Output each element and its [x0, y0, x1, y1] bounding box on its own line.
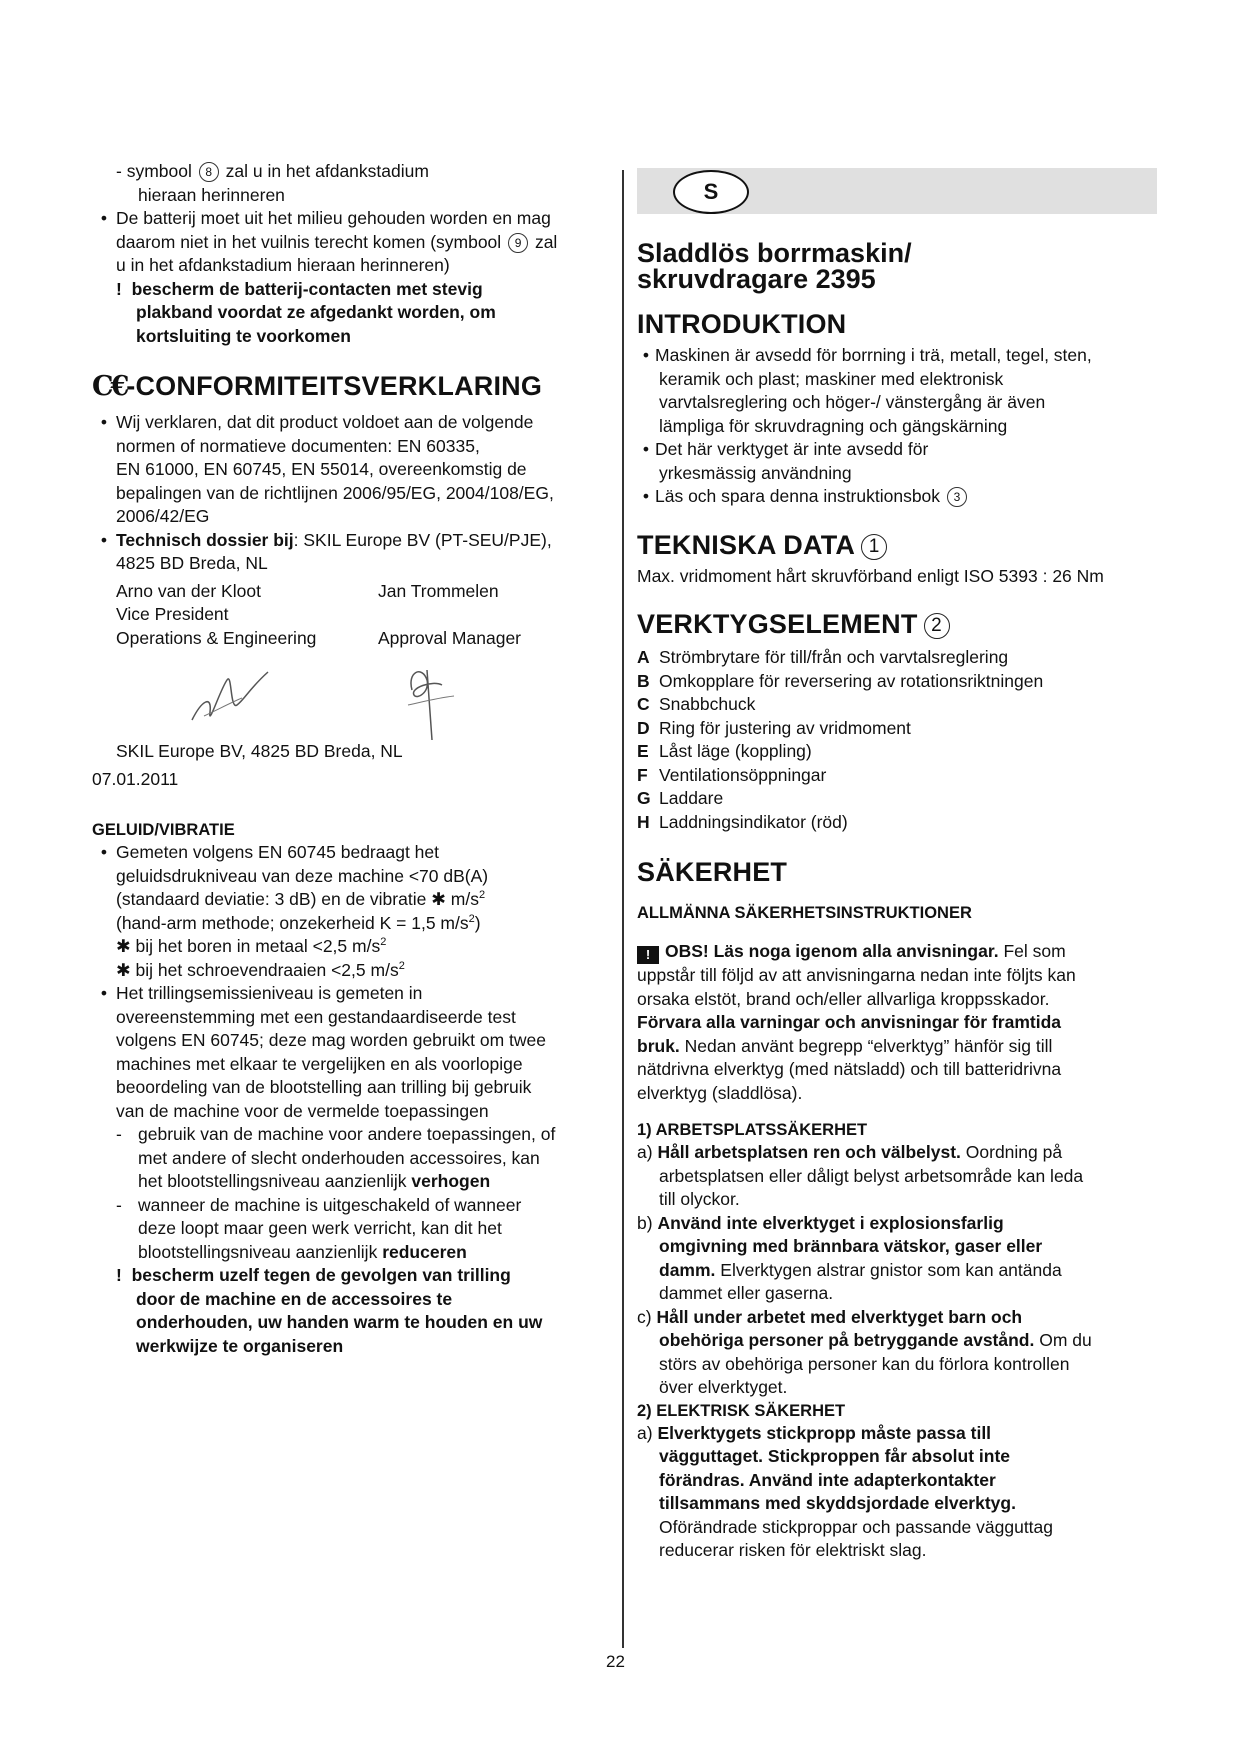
text-line: vägguttaget. Stickproppen får absolut inte: [659, 1446, 1011, 1466]
text-line: uppstår till följd av att anvisningarna nedan inte följts kan: [637, 965, 1076, 985]
bullet-icon: •: [642, 345, 650, 365]
bullet-item: • Het trillingsemissieniveau is gemeten in: [92, 982, 602, 1006]
bullet-icon: •: [642, 486, 650, 506]
warning-line: door de machine en de accessoires te: [136, 1288, 453, 1309]
intro-heading: INTRODUKTION: [637, 309, 847, 339]
dash-item: - gebruik van de machine voor andere toepassingen, of: [116, 1124, 556, 1144]
text-line: machines met elkaar te vergelijken en als voorlopige: [116, 1053, 523, 1074]
text-line: 2006/42/EG: [116, 506, 210, 526]
text-line: lämpliga för skruvdragning och gängskärning: [659, 415, 1008, 436]
text-line: b) Använd inte elverktyget i explosionsfarlig: [637, 1212, 1004, 1233]
text-line: omgivning med brännbara vätskor, gaser eller: [659, 1236, 1043, 1256]
text-line: Oförändrade stickproppar och passande vägguttag: [659, 1516, 1054, 1537]
tech-heading: TEKNISKA DATA 1: [637, 529, 1157, 561]
text-line: keramik och plast; maskiner med elektronisk: [659, 368, 1004, 389]
text-line: nätdrivna elverktyg (med nätsladd) och till batteridrivna: [637, 1059, 1062, 1079]
company-line: SKIL Europe BV, 4825 BD Breda, NL: [116, 741, 403, 761]
dash-item: - wanneer de machine is uitgeschakeld of wanneer: [116, 1194, 522, 1215]
text-line: (standaard deviatie: 3 dB) en de vibratie ✱ $m/s^2$: [116, 889, 486, 909]
tech-data-line: Max. vridmoment hårt skruvförband enligt ISO 5393 : 26 Nm: [637, 565, 1104, 586]
text-line: obehöriga personer på betryggande avstånd. Om du: [659, 1330, 1092, 1350]
text-line: blootstellingsniveau aanzienlijk reduceren: [138, 1241, 467, 1262]
workplace-heading: 1) ARBETSPLATSSÄKERHET: [637, 1121, 868, 1139]
signature-2: [411, 670, 442, 740]
ref-2-badge: 2: [924, 613, 950, 639]
bullet-item: • Det här verktyget är inte avsedd för: [637, 438, 1157, 462]
list-item: A Strömbrytare för till/från och varvtalsreglering: [637, 647, 1009, 667]
text-line: deze loopt maar geen werk verricht, kan dit het: [138, 1218, 502, 1238]
bullet-icon: •: [100, 983, 108, 1003]
elements-list: [637, 646, 1157, 834]
bullet-item: • Gemeten volgens EN 60745 bedraagt het: [92, 841, 602, 865]
text-line: volgens EN 60745; deze mag worden gebruikt om twee: [116, 1030, 546, 1050]
text-line: met andere of slecht onderhouden accessoires, kan: [138, 1147, 540, 1168]
text-line: ✱ bij het boren in metaal <2,5 $m/s^2$: [116, 936, 387, 956]
text-line: a) Håll arbetsplatsen ren och välbelyst. Oordning på: [637, 1142, 1063, 1162]
warning-line: ! bescherm de batterij-contacten met stevig: [116, 278, 483, 299]
electrical-heading: 2) ELEKTRISK SÄKERHET: [637, 1401, 846, 1420]
asterisk-icon: ✱: [116, 936, 131, 956]
text-line: förändras. Använd inte adapterkontakter: [659, 1469, 996, 1490]
list-item: H Laddningsindikator (röd): [637, 811, 848, 832]
page-number: 22: [606, 1652, 625, 1671]
bullet-icon: •: [100, 208, 108, 228]
ref-1-badge: 1: [861, 534, 887, 560]
text-line: beoordeling van de blootstelling aan trilling bij gebruik: [116, 1077, 532, 1097]
text-line: arbetsplatsen eller dåligt belyst arbetsområde kan leda: [659, 1165, 1084, 1186]
text-line: het blootstellingsniveau aanzienlijk verhogen: [138, 1171, 491, 1191]
text-line: - symbool 8 zal u in het afdankstadium: [116, 161, 429, 181]
text-line: störs av obehöriga personer kan du förlora kontrollen: [659, 1353, 1070, 1374]
text-line: overeenstemming met een gestandaardiseerde test: [116, 1006, 516, 1027]
asterisk-icon: ✱: [431, 889, 446, 909]
list-item: D Ring för justering av vridmoment: [637, 717, 911, 738]
ref-3-badge: 3: [947, 487, 967, 507]
text-line: dammet eller gaserna.: [659, 1283, 834, 1303]
text-line: ! OBS! Läs noga igenom alla anvisningar. Fel som: [637, 940, 1157, 964]
list-item: G Laddare: [637, 788, 724, 808]
warning-line: onderhouden, uw handen warm te houden en uw: [136, 1312, 543, 1332]
safety-subheading: ALLMÄNNA SÄKERHETSINSTRUKTIONER: [637, 904, 972, 922]
text-line: bepalingen van de richtlijnen 2006/95/EG, 2004/108/EG,: [116, 482, 554, 503]
text-line: damm. Elverktygen alstrar gnistor som kan antända: [659, 1259, 1062, 1280]
text-line: (hand-arm methode; onzekerheid K = 1,5 $m/s^2$): [116, 912, 481, 933]
date: 07.01.2011: [92, 768, 179, 789]
text-line: daarom niet in het vuilnis terecht komen (symbool 9 zal: [116, 231, 558, 252]
asterisk-icon: ✱: [116, 959, 131, 980]
text-line: till olyckor.: [659, 1189, 740, 1209]
signature-graphics: [92, 650, 602, 740]
text-line: u in het afdankstadium hieraan herinneren): [116, 255, 450, 275]
language-badge: S: [673, 170, 749, 214]
text-line: elverktyg (sladdlösa).: [637, 1082, 803, 1103]
symbol-8-badge: 8: [199, 162, 219, 182]
text-line: c) Håll under arbetet med elverktyget barn och: [637, 1306, 1023, 1327]
text-line: yrkesmässig användning: [659, 462, 852, 483]
text-line: tillsammans med skyddsjordade elverktyg.: [659, 1493, 1016, 1513]
list-item: B Omkopplare för reversering av rotationsriktningen: [637, 670, 1044, 691]
bullet-item: • Maskinen är avsedd för borrning i trä, metall, tegel, sten,: [637, 344, 1157, 368]
text-line: orsaka elstöt, brand och/eller allvarliga kroppsskador.: [637, 988, 1050, 1009]
text-line: bruk. Nedan använt begrepp “elverktyg” hänför sig till: [637, 1035, 1053, 1056]
bullet-item: • De batterij moet uit het milieu gehouden worden en mag: [92, 207, 602, 231]
list-item: C Snabbchuck: [637, 694, 756, 714]
language-band: [637, 168, 1157, 214]
text-line: varvtalsreglering och höger-/ vänstergång är även: [659, 392, 1046, 412]
text-line: EN 61000, EN 60745, EN 55014, overeenkomstig de: [116, 459, 527, 479]
ce-mark-icon: C€: [92, 371, 127, 402]
warning-line: kortsluiting te voorkomen: [136, 325, 351, 346]
bullet-icon: •: [100, 529, 108, 550]
signatures: [92, 650, 602, 740]
warning-line: werkwijze te organiseren: [136, 1335, 344, 1356]
sound-heading: GELUID/VIBRATIE: [92, 821, 235, 839]
product-title-line2: skruvdragare 2395: [637, 264, 876, 294]
bullet-icon: •: [642, 439, 650, 459]
bullet-item: • Wij verklaren, dat dit product voldoet aan de volgende: [92, 411, 602, 435]
text-line: van de machine voor de vermelde toepassingen: [116, 1100, 489, 1121]
signatory-titles: Operations & Engineering Approval Manager: [116, 627, 521, 648]
text-line: geluidsdrukniveau van deze machine <70 dB(A): [116, 865, 489, 886]
text-line: över elverktyget.: [659, 1377, 788, 1397]
bullet-item: • Technisch dossier bij: SKIL Europe BV (PT-SEU/PJE),: [92, 529, 602, 553]
safety-heading: SÄKERHET: [637, 857, 788, 887]
left-column: [92, 160, 602, 1358]
text-line: a) Elverktygets stickpropp måste passa till: [637, 1422, 992, 1443]
warning-line: ! bescherm uzelf tegen de gevolgen van trilling: [116, 1265, 511, 1285]
symbol-9-badge: 9: [508, 233, 528, 253]
text-line: hieraan herinneren: [138, 184, 285, 205]
signatory-title: Vice President: [116, 604, 229, 624]
warning-line: plakband voordat ze afgedankt worden, om: [136, 302, 496, 322]
bullet-icon: •: [100, 842, 108, 862]
signatory-names: Arno van der Kloot Jan Trommelen: [116, 580, 499, 601]
text-line: ✱ bij het schroevendraaien <2,5 $m/s^2$: [116, 959, 405, 980]
warning-triangle-icon: !: [637, 946, 659, 964]
elements-heading: VERKTYGSELEMENT 2: [637, 608, 1157, 640]
text-line: normen of normatieve documenten: EN 60335,: [116, 435, 480, 456]
signature-1: [192, 672, 268, 720]
column-divider: [622, 170, 624, 1648]
right-column: [637, 168, 1157, 1563]
text-line: Förvara alla varningar och anvisningar för framtida: [637, 1012, 1062, 1032]
text-line: reducerar risken för elektriskt slag.: [659, 1540, 927, 1560]
text-line: 4825 BD Breda, NL: [116, 553, 268, 573]
product-title-line1: Sladdlös borrmaskin/: [637, 238, 912, 268]
list-item: F Ventilationsöppningar: [637, 764, 827, 785]
conformity-heading: C€-CONFORMITEITSVERKLARING: [92, 371, 543, 402]
bullet-icon: •: [100, 412, 108, 432]
bullet-item: • Läs och spara denna instruktionsbok 3: [637, 485, 1157, 509]
list-item: E Låst läge (koppling): [637, 741, 812, 761]
